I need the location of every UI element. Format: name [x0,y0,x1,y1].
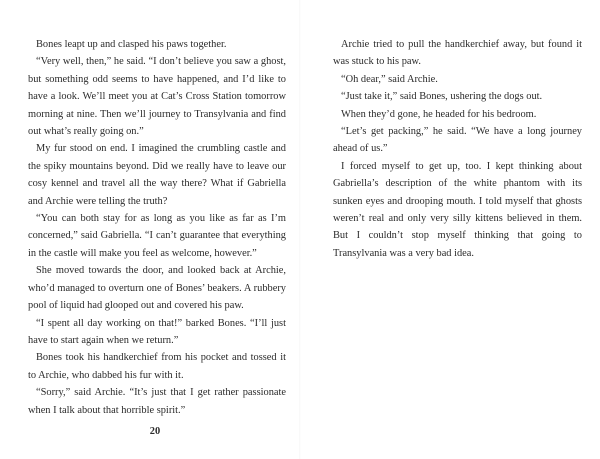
paragraph: “I spent all day working on that!” barked Bones. “I’ll just have to start again when we return.” [28,317,286,346]
paragraph: She moved towards the door, and looked back at Archie, who’d managed to overturn one of Bones’ beakers. A rubbery pool of liquid had glooped out and covered his paw. [28,265,286,312]
paragraph: My fur stood on end. I imagined the crumbling castle and the spiky mountains beyond. Did we really have to leave our cosy kennel and travel all the way there? What if Gabriella and Archie were telling the truth? [28,143,286,207]
paragraph: When they’d gone, he headed for his bedroom. [341,108,537,120]
paragraph: “Just take it,” said Bones, ushering the dogs out. [341,91,543,103]
paragraph: Archie tried to pull the handkerchief away, but found it was stuck to his paw. [333,39,582,68]
right-page [300,0,600,459]
paragraph: “Sorry,” said Archie. “It’s just that I get rather passionate when I talk about that horrible spirit.” [28,387,286,416]
paragraph: Bones took his handkerchief from his pocket and tossed it to Archie, who dabbed his fur with it. [28,352,286,381]
paragraph: “Let’s get packing,” he said. “We have a long journey ahead of us.” [333,126,582,155]
paragraph: “Very well, then,” he said. “I don’t believe you saw a ghost, but something odd seems to have happened, and I’d like to have a look. We’ll meet you at Cat’s Cross Station tomorrow morning at nine. Then we’ll journey to Transylvania and find out what’s really going on.” [28,56,286,138]
paragraph: “Oh dear,” said Archie. [341,73,438,85]
page-number: 20 [149,426,161,437]
paragraph: Bones leapt up and clasped his paws together. [36,39,227,50]
paragraph: I forced myself to get up, too. I kept thinking about Gabriella’s description of the white phantom with its sunken eyes and drooping mouth. I told myself that ghosts weren’t real and only very silly kittens believed in them. But I couldn’t stop myself thinking that going to Transylvania was a very bad idea. [333,160,582,259]
paragraph: “You can both stay for as long as you like as far as I’m concerned,” said Gabriella. “I can’t guarantee that everything in the castle will make you feel as welcome, however.” [28,213,286,259]
